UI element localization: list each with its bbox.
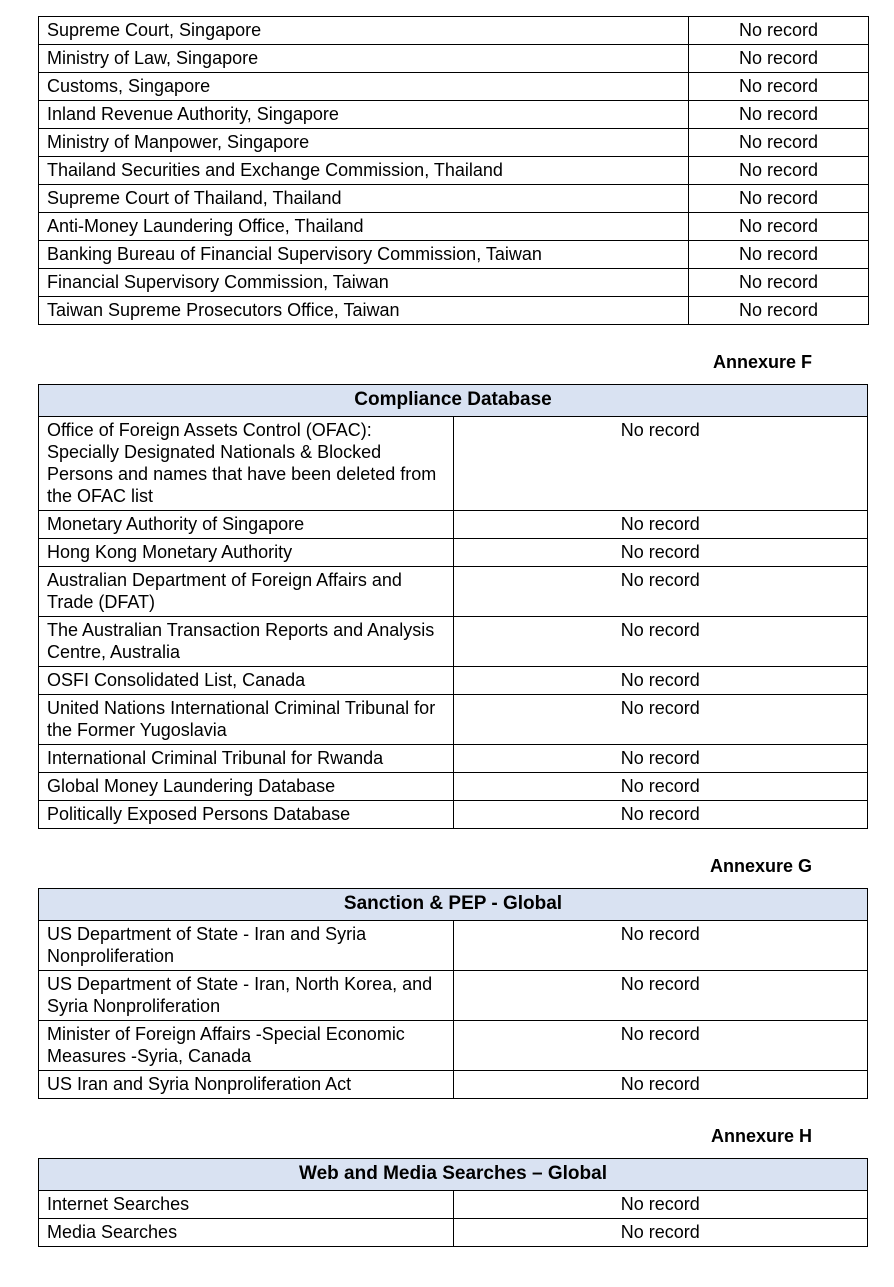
result-cell: No record bbox=[453, 773, 868, 801]
source-cell: US Iran and Syria Nonproliferation Act bbox=[39, 1071, 454, 1099]
table-row bbox=[39, 695, 868, 745]
source-cell: Monetary Authority of Singapore bbox=[39, 511, 454, 539]
table-row bbox=[39, 297, 869, 325]
result-cell: No record bbox=[689, 157, 869, 185]
source-cell: International Criminal Tribunal for Rwanda bbox=[39, 745, 454, 773]
table-title: Sanction & PEP - Global bbox=[39, 889, 868, 921]
table-row bbox=[39, 539, 868, 567]
result-cell: No record bbox=[689, 297, 869, 325]
table-row bbox=[39, 801, 868, 829]
table-row bbox=[39, 417, 868, 511]
source-cell: United Nations International Criminal Tribunal for the Former Yugoslavia bbox=[39, 695, 454, 745]
table-section-2 bbox=[38, 351, 868, 829]
result-cell: No record bbox=[453, 617, 868, 667]
source-cell: Media Searches bbox=[39, 1219, 454, 1247]
result-cell: No record bbox=[453, 1071, 868, 1099]
table-row bbox=[39, 45, 869, 73]
result-cell: No record bbox=[453, 745, 868, 773]
table-row bbox=[39, 617, 868, 667]
source-cell: The Australian Transaction Reports and Analysis Centre, Australia bbox=[39, 617, 454, 667]
table-row bbox=[39, 1191, 868, 1219]
table-title: Compliance Database bbox=[39, 385, 868, 417]
source-cell: Office of Foreign Assets Control (OFAC): Specially Designated Nationals & Blocked Persons and names that have been deleted from the OFAC list bbox=[39, 417, 454, 511]
table-row bbox=[39, 213, 869, 241]
result-cell: No record bbox=[453, 417, 868, 511]
table-row bbox=[39, 269, 869, 297]
source-cell: Ministry of Law, Singapore bbox=[39, 45, 689, 73]
source-cell: Hong Kong Monetary Authority bbox=[39, 539, 454, 567]
source-cell: Supreme Court of Thailand, Thailand bbox=[39, 185, 689, 213]
result-cell: No record bbox=[689, 241, 869, 269]
table-row bbox=[39, 101, 869, 129]
source-cell: US Department of State - Iran, North Korea, and Syria Nonproliferation bbox=[39, 971, 454, 1021]
table-head bbox=[39, 889, 868, 921]
source-cell: Banking Bureau of Financial Supervisory Commission, Taiwan bbox=[39, 241, 689, 269]
table-body bbox=[39, 17, 869, 325]
records-table bbox=[38, 1158, 868, 1247]
table-row bbox=[39, 185, 869, 213]
source-cell: Minister of Foreign Affairs -Special Economic Measures -Syria, Canada bbox=[39, 1021, 454, 1071]
result-cell: No record bbox=[453, 971, 868, 1021]
source-cell: Ministry of Manpower, Singapore bbox=[39, 129, 689, 157]
result-cell: No record bbox=[453, 567, 868, 617]
table-row bbox=[39, 1219, 868, 1247]
table-head bbox=[39, 385, 868, 417]
result-cell: No record bbox=[689, 73, 869, 101]
result-cell: No record bbox=[689, 129, 869, 157]
table-section-3 bbox=[38, 855, 868, 1099]
table-body bbox=[39, 921, 868, 1099]
result-cell: No record bbox=[689, 17, 869, 45]
table-section-4 bbox=[38, 1125, 868, 1247]
source-cell: Customs, Singapore bbox=[39, 73, 689, 101]
table-row bbox=[39, 745, 868, 773]
table-section-1 bbox=[38, 16, 868, 325]
table-head bbox=[39, 1159, 868, 1191]
result-cell: No record bbox=[453, 1219, 868, 1247]
result-cell: No record bbox=[453, 511, 868, 539]
source-cell: Financial Supervisory Commission, Taiwan bbox=[39, 269, 689, 297]
table-row bbox=[39, 567, 868, 617]
table-row bbox=[39, 241, 869, 269]
result-cell: No record bbox=[453, 695, 868, 745]
table-row bbox=[39, 157, 869, 185]
source-cell: Anti-Money Laundering Office, Thailand bbox=[39, 213, 689, 241]
source-cell: Politically Exposed Persons Database bbox=[39, 801, 454, 829]
result-cell: No record bbox=[689, 213, 869, 241]
result-cell: No record bbox=[453, 801, 868, 829]
table-body bbox=[39, 417, 868, 829]
table-row bbox=[39, 129, 869, 157]
table-row bbox=[39, 73, 869, 101]
result-cell: No record bbox=[689, 185, 869, 213]
table-row bbox=[39, 773, 868, 801]
records-table bbox=[38, 16, 869, 325]
result-cell: No record bbox=[453, 1021, 868, 1071]
source-cell: Supreme Court, Singapore bbox=[39, 17, 689, 45]
records-table bbox=[38, 384, 868, 829]
source-cell: Taiwan Supreme Prosecutors Office, Taiwan bbox=[39, 297, 689, 325]
result-cell: No record bbox=[453, 667, 868, 695]
table-row bbox=[39, 921, 868, 971]
source-cell: OSFI Consolidated List, Canada bbox=[39, 667, 454, 695]
result-cell: No record bbox=[453, 921, 868, 971]
table-row bbox=[39, 1071, 868, 1099]
source-cell: Internet Searches bbox=[39, 1191, 454, 1219]
table-row bbox=[39, 17, 869, 45]
result-cell: No record bbox=[689, 101, 869, 129]
table-body bbox=[39, 1191, 868, 1247]
source-cell: US Department of State - Iran and Syria Nonproliferation bbox=[39, 921, 454, 971]
annexure-label: Annexure H bbox=[710, 1126, 812, 1146]
result-cell: No record bbox=[453, 1191, 868, 1219]
result-cell: No record bbox=[453, 539, 868, 567]
annexure-label: Annexure F bbox=[712, 352, 812, 372]
table-title-row bbox=[39, 889, 868, 921]
records-table bbox=[38, 888, 868, 1099]
table-title-row bbox=[39, 385, 868, 417]
table-row bbox=[39, 1021, 868, 1071]
table-row bbox=[39, 511, 868, 539]
table-row bbox=[39, 971, 868, 1021]
result-cell: No record bbox=[689, 269, 869, 297]
source-cell: Global Money Laundering Database bbox=[39, 773, 454, 801]
source-cell: Thailand Securities and Exchange Commission, Thailand bbox=[39, 157, 689, 185]
annexure-label: Annexure G bbox=[709, 856, 812, 876]
table-title-row bbox=[39, 1159, 868, 1191]
table-row bbox=[39, 667, 868, 695]
source-cell: Inland Revenue Authority, Singapore bbox=[39, 101, 689, 129]
source-cell: Australian Department of Foreign Affairs and Trade (DFAT) bbox=[39, 567, 454, 617]
table-title: Web and Media Searches – Global bbox=[39, 1159, 868, 1191]
result-cell: No record bbox=[689, 45, 869, 73]
